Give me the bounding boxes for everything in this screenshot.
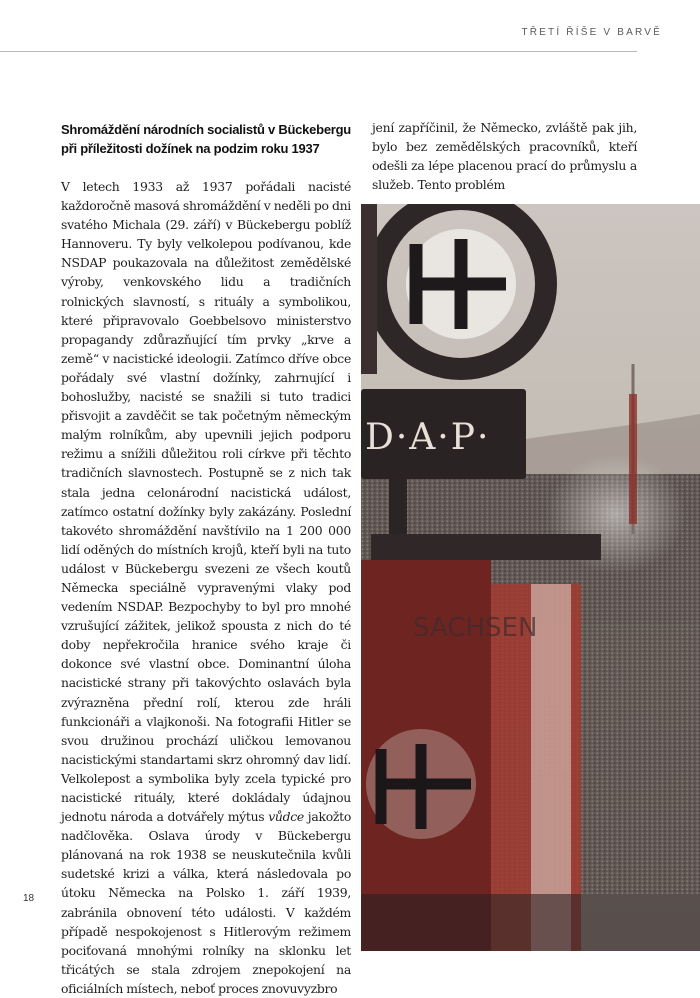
heading-line-1: Shromáždění národních socialistů v Bückebergu bbox=[61, 122, 351, 137]
body-paragraph-continued: jakožto nadčlověka. Oslava úrody v Bückebergu plánovaná na rok 1938 se neuskutečnila kvůli sudetské krizi a válka, která následovala po útoku Německa na Polsko 1. září 1939, zabránila obnovení této události. V každém případě nespokojenost s Hitlerovým režimem pociťovaná mnohými rolníky na sklonku let třicátých se stala zdrojem znepokojení na oficiálních místech, neboť proces znovuvyzbro bbox=[61, 809, 352, 996]
body-italic-term: vůdce bbox=[268, 809, 304, 825]
heading-line-2: při příležitosti dožínek na podzim roku 1937 bbox=[61, 141, 320, 156]
right-column-text: jení zapříčinil, že Německo, zvláště pak jih, bylo bez zemědělských pracovníků, kteří odešli za lépe placenou prací do průmyslu a služeb. Tento problém bbox=[372, 120, 637, 193]
header-rule bbox=[0, 51, 637, 52]
body-paragraph: V letech 1933 až 1937 pořádali nacisté každoročně masová shromáždění v neděli po dni svatého Michala (29. září) v Bückebergu poblíž Hannoveru. Ty byly velkolepou podívanou, kde NSDAP poukazovala na důležitost zemědělské výroby, venkovského lidu a tradičních rolnických slavností, s rituály a symbolikou, které připravovalo Goebbelsovo ministerstvo propagandy zdůrazňující tím prvky „krve a země“ v nacistické ideologii. Zatímco dříve obce pořádaly své vlastní dožínky, zahrnující i bohoslužby, nacisté se snažili si tuto tradici přisvojit a zavděčit se tak početným německým malým rolníkům, aby upevnili jejich podporu režimu a snížili důležitou roli církve při těchto tradičních slavnostech. Postupně se z nich tak stala jedna celonárodní nacistická událost, zatímco ostatní dožínky byly zakázány. Poslední takovéto shromáždění navštívilo na 1 200 000 lidí oděných do místních krojů, kteří byli na tuto událost v Bückebergu svezeni ze všech koutů Německa speciálně vypravenými vlaky pod vedením NSDAP. Bezpochyby to byl pro mnohé vzrušující zážitek, jelikož spousta z nich do té doby nepřekročila hranice svého kraje či dokonce své vlastní obce. Dominantní úloha nacistické strany při takovýchto oslavách byla zvýrazněna přední rolí, kterou zde hráli funkcionáři a vlajkonoši. Na fotografii Hitler se svou družinou prochází uličkou lemovanou nacistickými standartami skrz ohromný dav lidí. Velkolepost a symbolika byly zcela typické pro nacistické rituály, které dokládaly údajnou jednotu národa a dotvářely mýtus bbox=[61, 179, 351, 825]
article-heading bbox=[61, 120, 351, 158]
article-body bbox=[61, 177, 351, 998]
rally-photograph bbox=[361, 204, 700, 951]
running-head-title: TŘETÍ ŘÍŠE V BARVĚ bbox=[521, 27, 662, 38]
banner-lettering: D·A·P· bbox=[365, 417, 491, 458]
running-head bbox=[0, 0, 700, 52]
standard-lettering: SACHSEN bbox=[413, 613, 538, 643]
page-number: 18 bbox=[23, 893, 35, 904]
